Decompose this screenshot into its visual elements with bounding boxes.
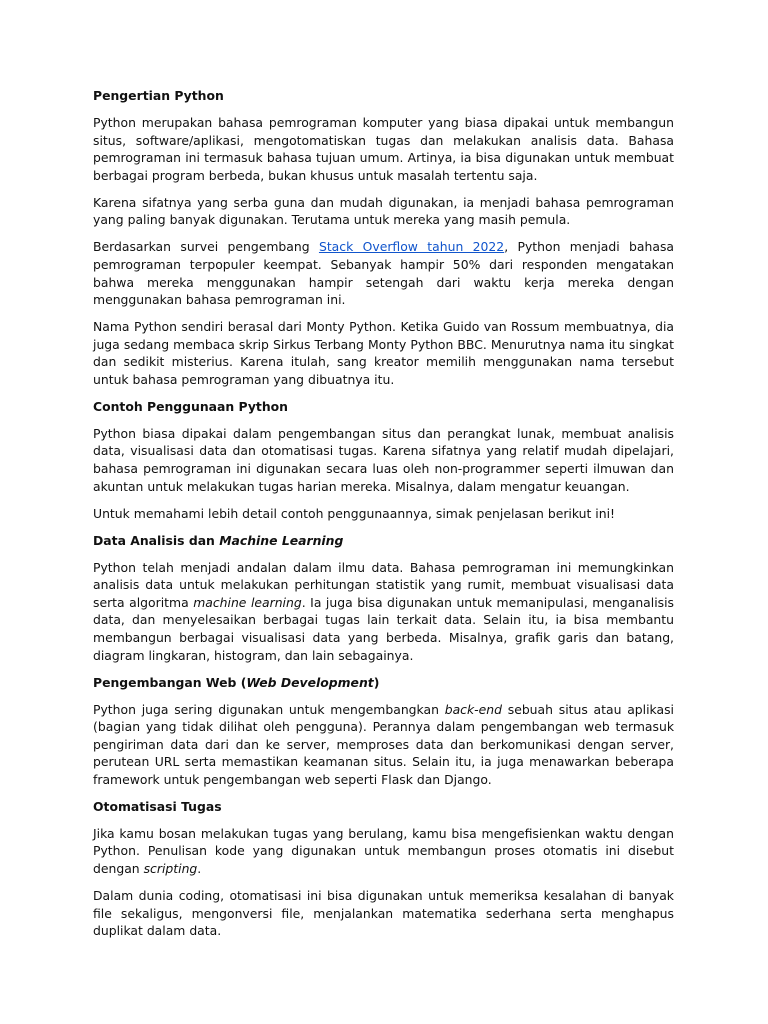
paragraph-text: , Python menjadi bahasa pemrograman terpopuler keempat. Sebanyak hampir 50% dari responden mengatakan bahwa mereka menggunakan hampir setengah dari waktu kerja mereka dengan menggunakan bahasa pemrograman ini. (93, 239, 674, 308)
paragraph: Python merupakan bahasa pemrograman komputer yang biasa dipakai untuk membangun situs, software/aplikasi, mengotomatiskan tugas dan melakukan analisis data. Bahasa pemrograman ini termasuk bahasa tujuan umum. Artinya, ia bisa digunakan untuk membuat berbagai program berbeda, bukan khusus untuk masalah tertentu saja. (93, 114, 674, 183)
heading-contoh-penggunaan: Contoh Penggunaan Python (93, 398, 289, 414)
paragraph (93, 559, 674, 665)
paragraph: Python biasa dipakai dalam pengembangan situs dan perangkat lunak, membuat analisis data, visualisasi data dan otomatisasi tugas. Karena sifatnya yang relatif mudah dipelajari, bahasa pemrograman ini digunakan secara luas oleh non-programmer seperti ilmuwan dan akuntan untuk melakukan tugas harian mereka. Misalnya, dalam mengatur keuangan. (93, 425, 674, 494)
paragraph-text: sebuah situs atau aplikasi (bagian yang tidak dilihat oleh pengguna). Perannya dalam pengembangan web termasuk pengiriman data dari dan ke server, memproses data dan berkomunikasi dengan server, perutean URL serta memastikan keamanan situs. Selain itu, ia juga menawarkan beberapa framework untuk pengembangan web seperti Flask dan Django. (93, 701, 674, 787)
heading-otomatisasi-tugas: Otomatisasi Tugas (93, 798, 222, 814)
paragraph-text-italic: machine learning (193, 594, 302, 610)
paragraph-text-italic: scripting (143, 861, 198, 877)
paragraph-text-italic: back-end (444, 701, 502, 717)
paragraph: Nama Python sendiri berasal dari Monty Python. Ketika Guido van Rossum membuatnya, dia juga sedang membaca skrip Sirkus Terbang Monty Python BBC. Menurutnya nama itu singkat dan sedikit misterius. Karena itulah, sang kreator memilih menggunakan nama tersebut untuk bahasa pemrograman yang dibuatnya itu. (93, 319, 674, 387)
paragraph: Karena sifatnya yang serba guna dan mudah digunakan, ia menjadi bahasa pemrograman yang paling banyak digunakan. Terutama untuk mereka yang masih pemula. (93, 194, 674, 228)
document-body (93, 87, 674, 949)
heading-pengembangan-web (93, 674, 674, 692)
paragraph: Untuk memahami lebih detail contoh penggunaannya, simak penjelasan berikut ini! (93, 505, 616, 521)
heading-text: Data Analisis dan (93, 532, 220, 548)
paragraph-text: . (197, 861, 202, 877)
heading-text: Pengembangan Web ( (93, 674, 247, 690)
paragraph (93, 701, 674, 789)
heading-data-analisis (93, 532, 674, 550)
paragraph (93, 238, 674, 308)
paragraph (93, 825, 674, 878)
paragraph-text: Berdasarkan survei pengembang (93, 239, 319, 255)
paragraph: Dalam dunia coding, otomatisasi ini bisa digunakan untuk memeriksa kesalahan di banyak file sekaligus, mengonversi file, menjalankan matematika sederhana serta menghapus duplikat dalam data. (93, 888, 674, 939)
heading-pengertian-python: Pengertian Python (93, 88, 224, 103)
heading-text: ) (373, 674, 380, 690)
paragraph-text: Jika kamu bosan melakukan tugas yang berulang, kamu bisa mengefisienkan waktu dengan Python. Penulisan kode yang digunakan untuk membangun proses otomatis ini disebut dengan (93, 825, 674, 877)
paragraph-text: Python telah menjadi andalan dalam ilmu data. Bahasa pemrograman ini memungkinkan analisis data untuk melakukan perhitungan statistik yang rumit, membuat visualisasi data serta algoritma (93, 559, 674, 610)
stack-overflow-link[interactable]: Stack Overflow tahun 2022 (318, 239, 505, 255)
paragraph-text: . Ia juga bisa digunakan untuk memanipulasi, menganalisis data, dan menyelesaikan berbagai tugas lain terkait data. Selain itu, ia bisa membantu membangun berbagai visualisasi data yang berbeda. Misalnya, grafik garis dan batang, diagram lingkaran, histogram, dan lain sebagainya. (93, 594, 674, 663)
heading-text-italic: Web Development (246, 674, 374, 690)
paragraph-text: Python juga sering digunakan untuk mengembangkan (93, 701, 445, 717)
heading-text-italic: Machine Learning (219, 532, 344, 548)
